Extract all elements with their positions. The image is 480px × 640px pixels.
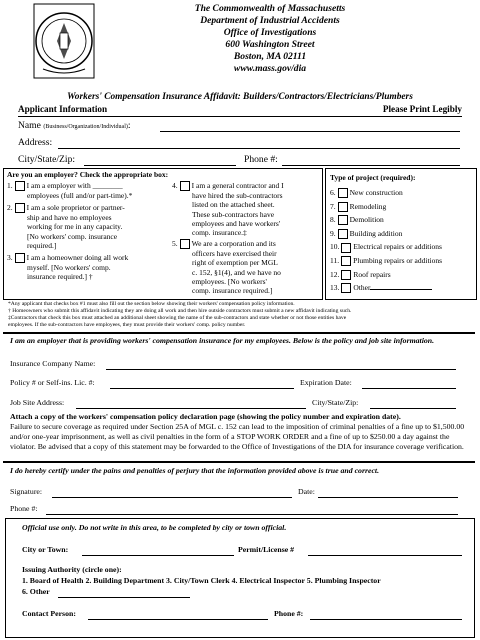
address-label: Address: [18,137,53,148]
name-field[interactable] [160,122,460,132]
divider [3,332,475,334]
penalty-warning: Failure to secure coverage as required under Section 25A of MGL c. 152 can lead to the imposition of criminal penalties of a fine up to $1,500.00 and/or one-year imprisonment, as well as civil penalties in the form of a STOP WORK ORDER and a fine of up to $250.00 a day against the violator. Be advised that a copy of this statement may be forwarded to the Office of Investigations of the DIA for insurance coverage verification. [10,422,465,451]
other-field[interactable] [370,282,432,290]
certify-phone-field[interactable] [46,505,458,515]
project-option: 13. Other [330,281,474,295]
project-option: 12. Roof repairs [330,269,391,279]
footnote: employees. If the sub-contractors have employees, they must provide their workers' comp. policy number. [8,322,246,328]
permit-label: Permit/License # [238,545,295,554]
divider [18,116,462,117]
employer-option-1: 1. I am a employer with ________ employees (full and/or part-time).* [7,181,133,201]
city-town-field[interactable] [82,546,234,556]
signature-label: Signature: [10,487,43,496]
checkbox[interactable] [338,188,348,198]
attach-instruction: Attach a copy of the workers' compensation policy declaration page (showing the policy number and expiration date). [10,412,401,421]
project-heading: Type of project (required): [330,173,416,182]
phone-label: Phone #: [244,154,278,165]
checkbox[interactable] [341,283,351,293]
header-line: Boston, MA 02111 [233,51,307,62]
certify-phone-label: Phone #: [10,504,38,513]
address-field[interactable] [58,139,460,149]
certification-text: I do hereby certify under the pains and penalties of perjury that the information provided above is true and correct. [10,466,380,475]
checkbox[interactable] [338,215,348,225]
project-option: 9. Building addition [330,228,403,238]
header-line: The Commonwealth of Massachusetts [194,3,346,14]
checkbox[interactable] [338,202,348,212]
other-authority-field[interactable] [58,588,190,598]
contact-person-field[interactable] [88,610,268,620]
footnote: *Any applicant that checks box #1 must also fill out the section below showing their workers' compensation policy information. [8,301,295,307]
site-city-field[interactable] [370,399,456,409]
project-option: 8. Demolition [330,215,384,225]
form-title: Workers' Compensation Insurance Affidavit: Builders/Contractors/Electricians/Plumbers [67,92,413,102]
insurer-label: Insurance Company Name: [10,359,96,368]
project-option: 10. Electrical repairs or additions [330,242,442,252]
job-site-field[interactable] [76,399,306,409]
massachusetts-seal-icon [33,3,95,79]
other-authority-label: 6. Other [22,587,50,596]
agency-header [120,3,420,75]
employer-option-3: 3. I am a homeowner doing all work myself. [No workers' comp. insurance required.] † [7,253,129,282]
checkbox[interactable] [341,270,351,280]
checkbox[interactable] [338,229,348,239]
contact-person-label: Contact Person: [22,609,76,618]
header-line: Department of Industrial Accidents [200,15,340,26]
city-state-zip-field[interactable] [84,156,236,166]
policy-intro: I am an employer that is providing workers' compensation insurance for my employees. Below is the policy and job site information. [10,336,435,345]
signature-field[interactable] [52,488,292,498]
official-use-box [5,518,475,638]
checkbox[interactable] [341,256,351,266]
print-legibly-note: Please Print Legibly [382,104,462,114]
employer-option-2: 2. I am a sole proprietor or partner- ship and have no employees working for me in any capacity. [No workers' comp. insurance required.] [7,203,125,250]
official-heading: Official use only. Do not write in this area, to be completed by city or town official. [22,523,287,532]
checkbox[interactable] [15,203,25,213]
name-label-group: Name (Business/Organization/Individual): [18,120,131,131]
employer-option-4: 4. I am a general contractor and I have hired the sub-contractors listed on the attached sheet. These sub-contractors have employees and have workers' comp. insurance.‡ [172,181,284,238]
header-line: www.mass.gov/dia [233,63,307,74]
employer-box [3,168,323,300]
permit-field[interactable] [308,546,462,556]
authority-options[interactable]: 1. Board of Health 2. Building Department 3. City/Town Clerk 4. Electrical Inspector 5. Plumbing Inspector [22,576,381,585]
employer-option-5: 5. We are a corporation and its officers have exercised their right of exemption per MGL c. 152, §1(4), and we have no employees. [No workers' comp. insurance required.] [172,239,281,296]
project-list [330,186,474,295]
site-city-label: City/State/Zip: [312,398,359,407]
authority-label: Issuing Authority (circle one): [22,565,122,574]
city-state-zip-label: City/State/Zip: [18,154,76,165]
checkbox[interactable] [180,239,190,249]
contact-phone-label: Phone #: [274,609,304,618]
checkbox[interactable] [15,253,25,263]
project-option: 7. Remodeling [330,201,387,211]
checkbox[interactable] [180,181,190,191]
checkbox[interactable] [341,243,351,253]
checkbox[interactable] [15,181,25,191]
insurer-field[interactable] [106,360,456,370]
applicant-info-heading: Applicant Information [18,104,108,114]
footnote: † Homeowners who submit this affidavit indicating they are doing all work and then hire outside contractors must submit a new affidavit indicating such. [8,308,352,314]
project-option: 11. Plumbing repairs or additions [330,255,443,265]
project-type-box [325,168,477,300]
project-option: 6. New construction [330,188,403,197]
expiration-label: Expiration Date: [300,378,352,387]
footnote: ‡Contractors that check this box must attached an additional sheet showing the name of the sub-contractors and state whether or not those entities have [8,315,347,321]
employer-heading: Are you an employer? Check the appropriate box: [7,170,169,179]
date-label: Date: [298,487,315,496]
city-town-label: City or Town: [22,545,69,554]
phone-field[interactable] [282,156,460,166]
policy-number-field[interactable] [110,379,294,389]
date-field[interactable] [318,488,458,498]
expiration-field[interactable] [362,379,456,389]
name-note: (Business/Organization/Individual) [43,124,128,130]
header-line: Office of Investigations [223,27,317,38]
header-line: 600 Washington Street [225,39,315,50]
divider [3,461,475,463]
policy-number-label: Policy # or Self-ins. Lic. #: [10,378,95,387]
job-site-label: Job Site Address: [10,398,65,407]
footnotes [8,301,474,329]
contact-phone-field[interactable] [310,610,462,620]
name-label: Name [18,120,41,131]
